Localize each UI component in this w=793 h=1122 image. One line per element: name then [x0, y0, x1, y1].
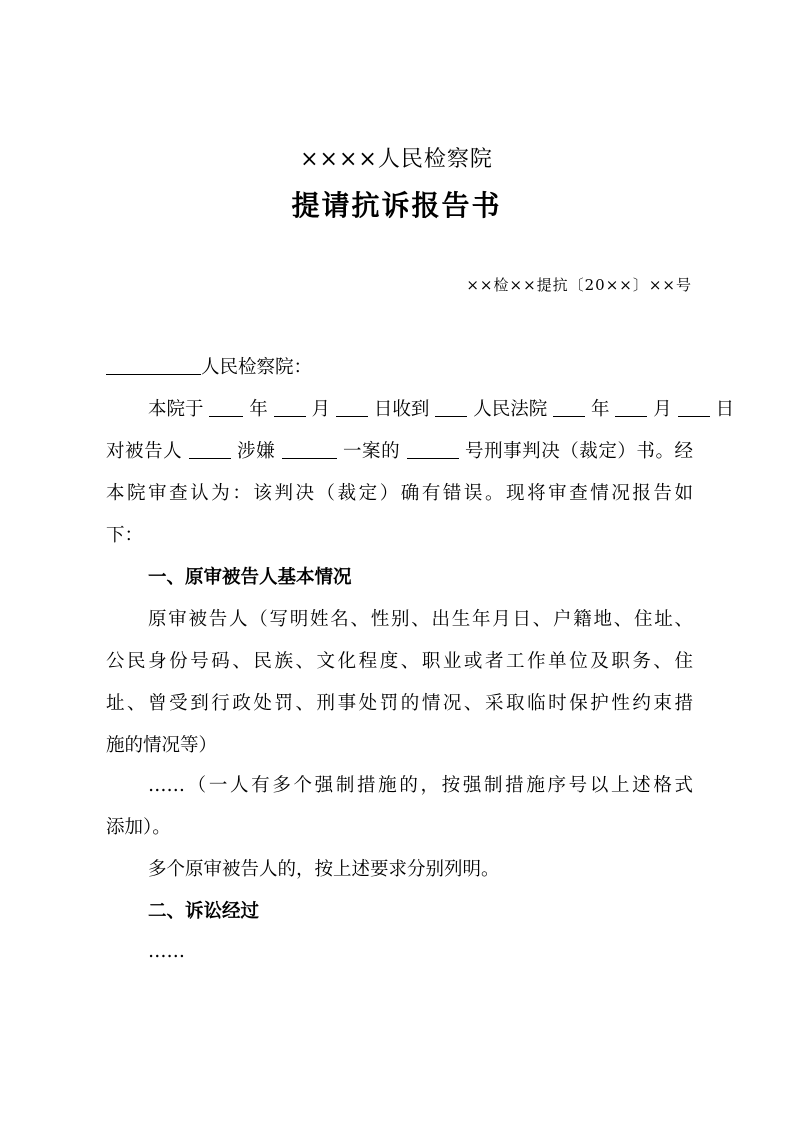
text-segment: 本院于 — [148, 399, 204, 420]
blank-charge-field[interactable] — [282, 438, 337, 459]
blank-day-field[interactable] — [336, 396, 368, 417]
text-segment: 人民法院 — [473, 399, 548, 420]
section1-text: 址、曾受到行政处罚、刑事处罚的情况、采取临时保护性约束措 — [106, 693, 693, 714]
text-segment: 年 — [249, 399, 268, 420]
blank-defendant-field[interactable] — [189, 438, 231, 459]
blank-judgment-month-field[interactable] — [615, 396, 647, 417]
section-heading-defendant-info: 一、原审被告人基本情况 — [148, 567, 352, 588]
review-conclusion-end: 下： — [106, 525, 144, 546]
defendant-case-line — [106, 438, 693, 466]
procuratorate-name: ××××人民检察院 — [300, 147, 493, 172]
blank-month-field[interactable] — [274, 396, 306, 417]
section1-text: 施的情况等） — [106, 735, 218, 756]
section1-text: 公民身份号码、民族、文化程度、职业或者工作单位及职务、住 — [106, 651, 693, 672]
text-segment: 日收到 — [373, 399, 430, 420]
text-segment: 年 — [590, 399, 610, 420]
receipt-date-line — [106, 396, 735, 424]
review-conclusion-line: 本院审查认为：该判决（裁定）确有错误。现将审查情况报告如 — [106, 483, 693, 504]
blank-court-field[interactable] — [435, 396, 467, 417]
section-heading-litigation-history: 二、诉讼经过 — [148, 901, 260, 922]
blank-judgment-day-field[interactable] — [678, 396, 710, 417]
blank-addressee-field[interactable] — [106, 354, 201, 375]
text-segment: 对被告人 — [106, 441, 183, 462]
text-segment: 号刑事判决（裁定）书。经 — [465, 441, 693, 462]
section2-text: …… — [148, 941, 185, 962]
blank-year-field[interactable] — [209, 396, 243, 417]
section1-text: 多个原审被告人的，按上述要求分别列明。 — [148, 859, 500, 880]
section1-text: 添加）。 — [106, 817, 171, 838]
document-title: 提请抗诉报告书 — [291, 189, 502, 222]
blank-case-number-field[interactable] — [407, 438, 459, 459]
text-segment: 日 — [715, 399, 735, 420]
text-segment: 一案的 — [343, 441, 401, 462]
blank-judgment-year-field[interactable] — [553, 396, 585, 417]
section1-text: ……（一人有多个强制措施的，按强制措施序号以上述格式 — [148, 775, 693, 796]
section1-text: 原审被告人（写明姓名、性别、出生年月日、户籍地、住址、 — [148, 609, 693, 630]
document-number: ××检××提抗〔20××〕××号 — [466, 276, 692, 294]
text-segment: 月 — [653, 399, 672, 420]
text-segment: 月 — [311, 399, 331, 420]
addressee-line — [106, 354, 693, 382]
text-segment: 涉嫌 — [237, 441, 276, 462]
addressee-suffix: 人民检察院： — [201, 357, 313, 378]
